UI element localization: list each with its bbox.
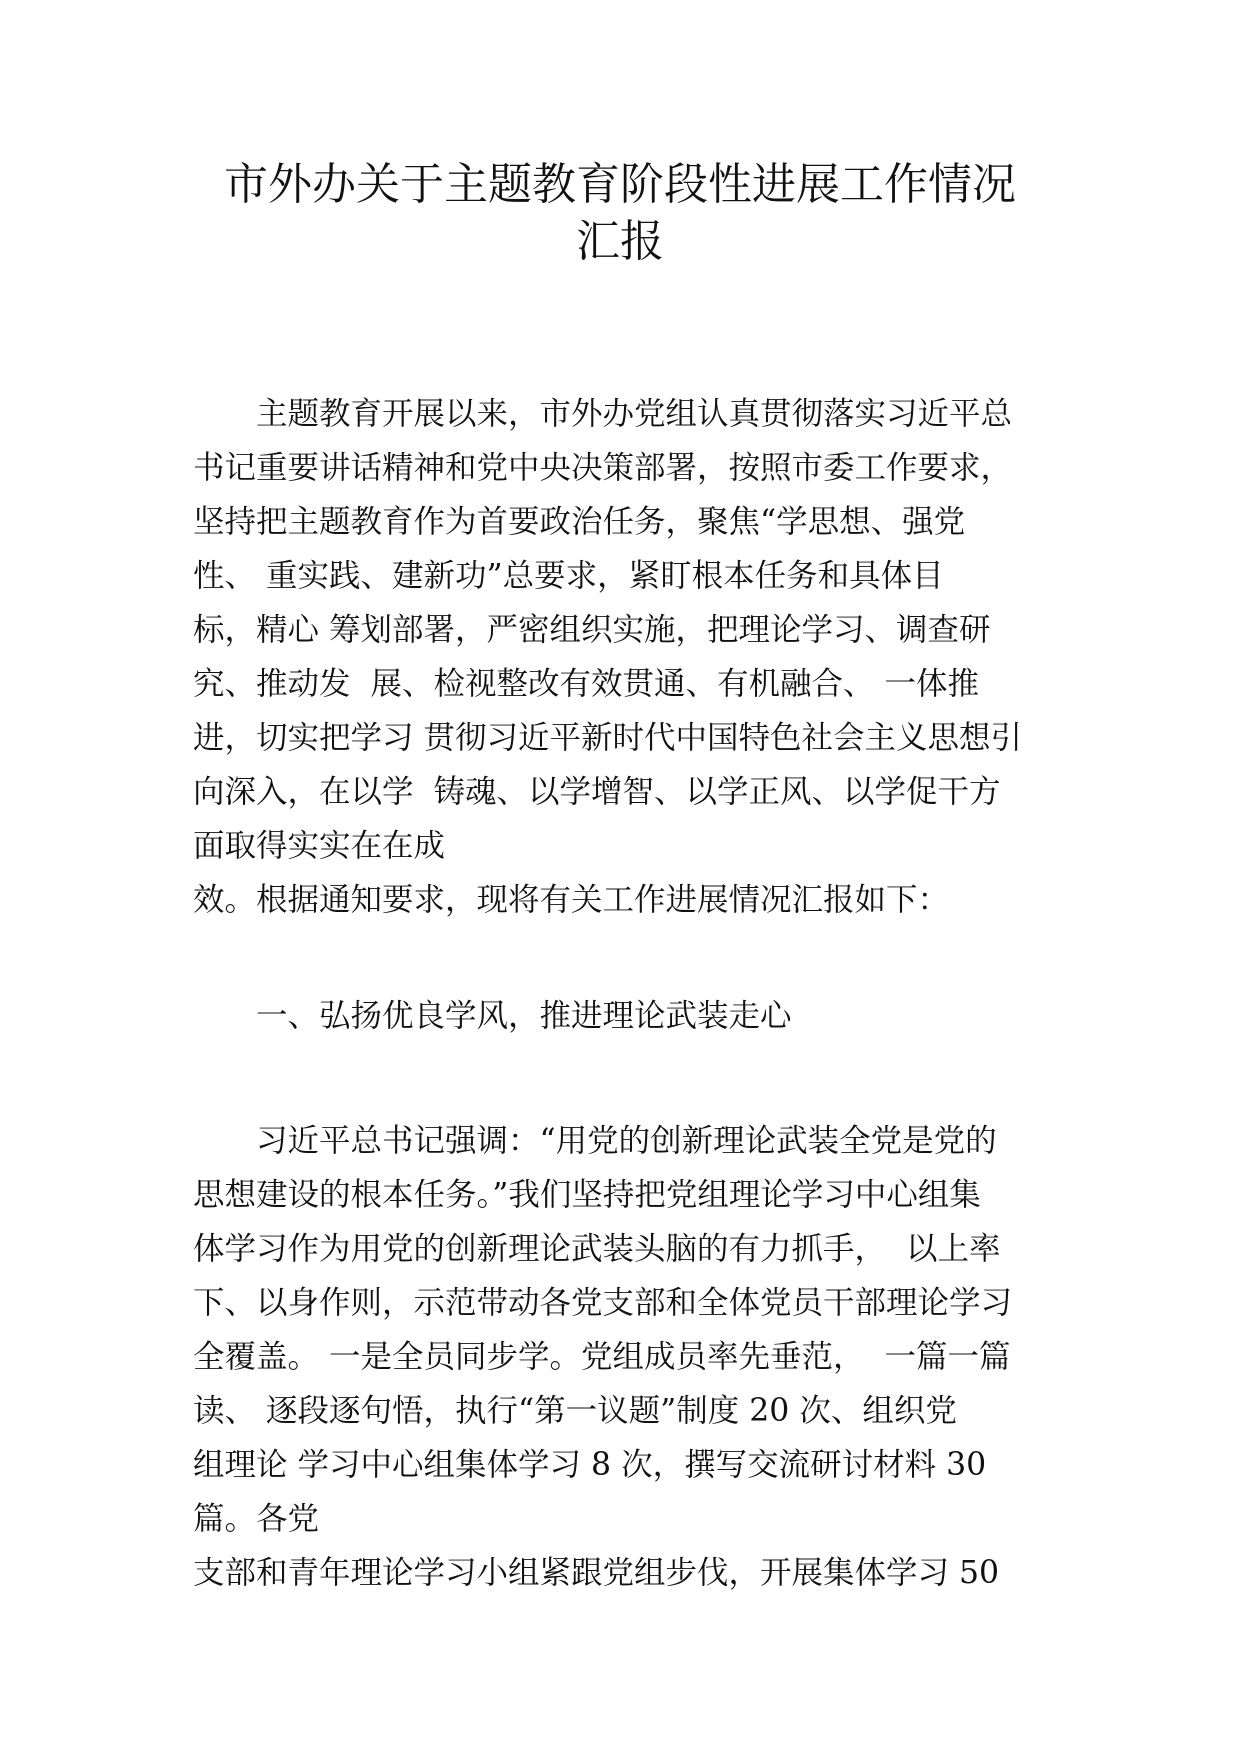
paragraph-line: 习近平总书记强调：“用党的创新理论武装全党是党的 xyxy=(193,1123,997,1159)
document-title-line-2: 汇报 xyxy=(576,216,664,267)
paragraph-line: 体学习作为用党的创新理论武装头脑的有力抓手， 以上率 xyxy=(193,1231,1001,1267)
paragraph-line: 坚持把主题教育作为首要政治任务，聚焦“学思想、强党 xyxy=(193,504,966,540)
document-title-line-1: 市外办关于主题教育阶段性进展工作情况 xyxy=(224,159,1016,210)
paragraph-line: 效。根据通知要求，现将有关工作进展情况汇报如下： xyxy=(193,882,950,918)
paragraph-line: 向深入，在以学 铸魂、以学增智、以学正风、以学促干方 xyxy=(193,774,1001,810)
paragraph-line: 进，切实把学习 贯彻习近平新时代中国特色社会主义思想引 xyxy=(193,720,1023,756)
paragraph-line: 篇。各党 xyxy=(193,1501,320,1537)
section-heading-1: 一、弘扬优良学风，推进理论武装走心 xyxy=(193,998,792,1034)
paragraph-line: 思想建设的根本任务。”我们坚持把党组理论学习中心组集 xyxy=(193,1177,981,1213)
paragraph-line: 书记重要讲话精神和党中央决策部署，按照市委工作要求， xyxy=(193,450,1013,486)
paragraph-line: 究、推动发 展、检视整改有效贯通、有机融合、 一体推 xyxy=(193,666,980,702)
paragraph-line: 主题教育开展以来，市外办党组认真贯彻落实习近平总 xyxy=(193,396,1013,432)
paragraph-line: 性、 重实践、建新功”总要求，紧盯根本任务和具体目 xyxy=(193,558,944,594)
paragraph-line: 全覆盖。 一是全员同步学。党组成员率先垂范， 一篇一篇 xyxy=(193,1339,1011,1375)
paragraph-line: 组理论 学习中心组集体学习 8 次，撰写交流研讨材料 30 xyxy=(193,1447,987,1483)
paragraph-line: 下、以身作则，示范带动各党支部和全体党员干部理论学习 xyxy=(193,1285,1013,1321)
paragraph-line: 读、 逐段逐句悟，执行“第一议题”制度 20 次、组织党 xyxy=(193,1393,957,1429)
paragraph-line: 标，精心 筹划部署，严密组织实施，把理论学习、调查研 xyxy=(193,612,991,648)
paragraph-line: 支部和青年理论学习小组紧跟党组步伐，开展集体学习 50 xyxy=(193,1555,1000,1591)
paragraph-line: 面取得实实在在成 xyxy=(193,828,446,864)
